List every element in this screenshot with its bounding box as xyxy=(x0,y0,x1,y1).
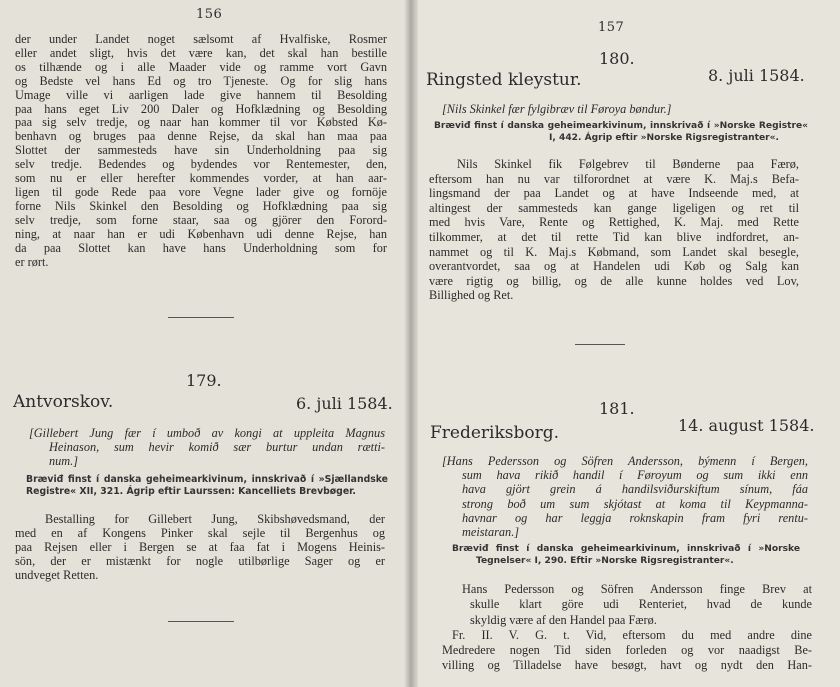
text-line: Medredere nogen Tid siden forleden og vor naadigst Be- xyxy=(442,643,812,658)
text-line: benhavn og bruges paa denne Rejse, da skal han maa paa xyxy=(15,129,387,144)
text-line: selv tredje, som forne staar, saa og gjörer den Forord- xyxy=(15,212,387,227)
text-line: Billighed og Ret. xyxy=(429,288,514,303)
text-line: tilkommer, at det til rette Tid kan blive indfordret, an- xyxy=(429,229,799,244)
text-line: Nils Skinkel fik Følgebrev til Bønderne paa Færø, xyxy=(457,157,799,171)
right-page xyxy=(412,0,840,687)
summary-line: num.] xyxy=(49,454,79,469)
summary-line: strong boð um sum skjótast at koma til Keypmanna- xyxy=(462,496,808,511)
entry-summary-179 xyxy=(29,426,385,469)
entry-summary-180: [Nils Skinkel fær fylgibræv til Føroya bøndur.] xyxy=(442,102,672,116)
text-line: ning, at naar han er udi København udi denne Rejse, han xyxy=(15,226,387,241)
source-line: Bræviđ finst í danska geheimearkivinum, innskrivað í »Norske Registre« xyxy=(434,121,808,131)
text-line: sön, der er mistænkt for nogle utilbørlige Sager og er xyxy=(15,554,385,568)
text-line: overantvordet, saa og at Handelen udi Køb og Salg kan xyxy=(429,259,799,274)
text-line: Umage ville vi aarligen lade give hannem til Besolding xyxy=(15,87,387,102)
entry-source-180 xyxy=(434,121,808,144)
entry-summary-181 xyxy=(442,454,808,539)
page-number-left: 156 xyxy=(196,7,223,22)
summary-line: sum hava rikið handil í Føroyum og sum ikki enn xyxy=(462,468,808,483)
text-line: eftersom han nu var tilforordnet at være K. Maj.s Befa- xyxy=(429,171,799,186)
entry-number-180: 180. xyxy=(599,49,635,68)
text-line: skulle klart göre udi Renteriet, hvad de kunde xyxy=(470,597,812,612)
text-line: undveget Retten. xyxy=(15,568,99,582)
text-line: eller andet sligt, hvis det være kan, det skal han bestille xyxy=(15,45,387,60)
summary-line: [Gillebert Jung fær í umboð av kongi at uppleita Magnus xyxy=(29,426,385,440)
text-line: altingest der sammesteds kan gange ligeligen og ret til xyxy=(429,200,799,215)
text-line: Hans Pedersson og Söfren Andersson finge Brev at xyxy=(462,582,812,596)
entry-text-181 xyxy=(442,582,812,674)
text-line: villing og Tilladelse have besøgt, havt og nydt den Han- xyxy=(442,658,812,673)
entry-number-179: 179. xyxy=(186,371,222,390)
text-line: Bestalling for Gillebert Jung, Skibshøvedsmand, der xyxy=(45,512,385,526)
entry-date-180: 8. juli 1584. xyxy=(708,66,805,85)
text-line: paa hans eget Liv 200 Daler og Hofklædning og Besolding xyxy=(15,101,387,116)
text-line: da paa Slottet kan have hans Underholdning som for xyxy=(15,240,387,255)
source-line: I, 442. Ágrip eftir »Norske Rigsregistranter«. xyxy=(549,132,779,143)
text-line: lingsmand der paa Landet og at have Indseende med, at xyxy=(429,186,799,201)
source-line: Registre« XII, 321. Ágrip eftir Laurssen: Kancelliets Brevbøger. xyxy=(26,485,356,497)
text-line: nammet og til K. Maj.s Købmand, som Landet skal besegle, xyxy=(429,244,799,259)
text-line: Slottet der sammesteds have sin Underholdning paa sig xyxy=(15,143,387,158)
text-line: er rørt. xyxy=(15,254,49,269)
source-line: Bræviđ finst í danska geheimearkivinum, innskrivað í »Sjællandske xyxy=(26,474,388,485)
entry-date-179: 6. juli 1584. xyxy=(296,394,393,413)
summary-line: meistaran.] xyxy=(462,525,520,540)
text-line: ligen til gode Rede paa vore Vegne lader give og fornöje xyxy=(15,184,387,199)
entry-date-181: 14. august 1584. xyxy=(678,416,815,435)
entry-place-179: Antvorskov. xyxy=(13,392,114,412)
section-divider xyxy=(168,317,234,318)
entry-place-180: Ringsted kleystur. xyxy=(426,70,582,90)
section-divider xyxy=(168,621,234,622)
entry-text-180 xyxy=(429,157,799,303)
continuation-text xyxy=(15,33,387,269)
text-line: selv tredje. Bedendes og bydendes vor Rentemester, den, xyxy=(15,157,387,172)
text-line: som nu er eller herefter kommendes vorder, at han aar- xyxy=(15,171,387,186)
text-line: paa sig selv tredje, og naar han kommer til vor Købsted Kø- xyxy=(15,115,387,130)
text-line: paa Rejsen eller i Bergen se at faa fat i Mogens Heinis- xyxy=(15,540,385,554)
text-line: Fr. II. V. G. t. Vid, eftersom du med andre dine xyxy=(452,627,812,642)
source-line: Bræviđ finst í danska geheimearkivinum, innskrivað í »Norske xyxy=(452,544,800,554)
text-line: os tilhænde og i alle Maader vide og ramme vort Gavn xyxy=(15,59,387,74)
summary-line: hava gjört grein á handilsviðurskiftum sínum, fáa xyxy=(462,482,808,497)
entry-source-179 xyxy=(26,474,388,497)
text-line: og Bedste vel hans Ed og tro Tjeneste. Og for slig hans xyxy=(15,73,387,88)
entry-source-181 xyxy=(452,544,800,567)
left-page xyxy=(0,0,412,687)
text-line: der under Landet noget sælsomt af Hvalfiske, Rosmer xyxy=(15,32,387,46)
entry-place-181: Frederiksborg. xyxy=(430,423,560,443)
text-line: være rigtig og billig, og de alle kunne holdes ved Lov, xyxy=(429,273,799,288)
text-line: med en af Kongens Pinker skal sejle til Bergenhus og xyxy=(15,526,385,540)
text-line: skyldig være af den Handel paa Færø. xyxy=(470,612,657,627)
page-number-right: 157 xyxy=(598,20,625,35)
section-divider xyxy=(575,344,625,345)
source-line: Tegnelser« I, 290. Eftir »Norske Rigsregistranter«. xyxy=(476,555,734,566)
text-line: forne Nils Skinkel den Besolding og Hofklædning paa sig xyxy=(15,198,387,213)
entry-number-181: 181. xyxy=(599,399,635,418)
summary-line: [Hans Pedersson og Söfren Andersson, býmenn í Bergen, xyxy=(442,454,808,468)
text-line: med hvis Vare, Rente og Rettighed, K. Maj. med Rette xyxy=(429,215,799,230)
entry-text-179 xyxy=(15,512,385,582)
summary-line: havnar og har leggja roknskapin fram fyri rentu- xyxy=(462,510,808,525)
summary-line: Heinason, sum hevir komið sær burtur undan rætti- xyxy=(49,440,385,455)
